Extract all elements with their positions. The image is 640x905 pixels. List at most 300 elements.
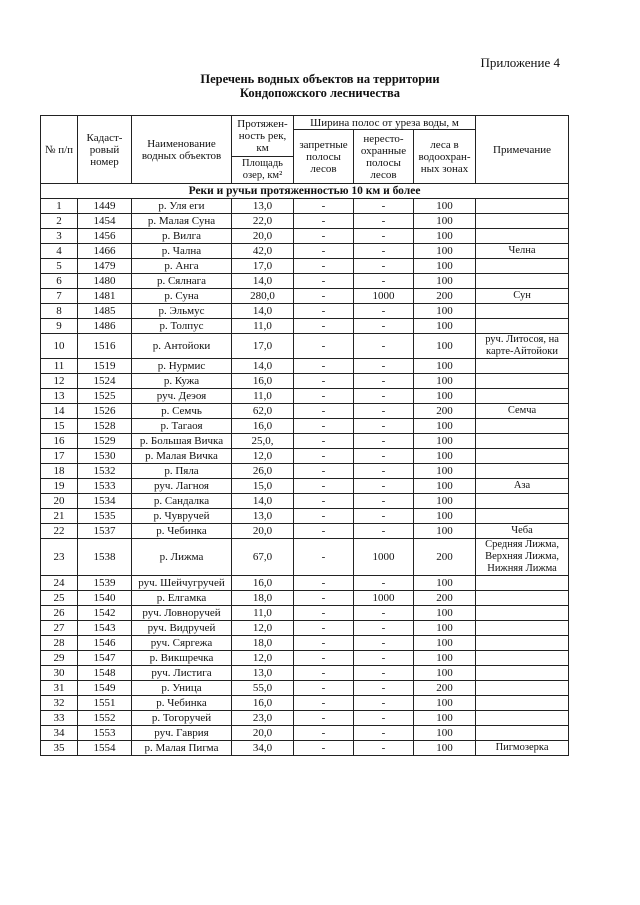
header-num: № п/п (41, 116, 78, 184)
cell-num: 2 (41, 214, 78, 229)
cell-spawning: - (354, 434, 414, 449)
table-row (41, 696, 569, 711)
header-length: Протяжен-ность рек, км (232, 116, 294, 157)
cell-note (476, 666, 569, 681)
header-water-zone: леса в водоохран-ных зонах (414, 130, 476, 184)
cell-spawning: - (354, 319, 414, 334)
cell-note (476, 319, 569, 334)
cell-note (476, 591, 569, 606)
cell-name: р. Викшречка (132, 651, 232, 666)
cell-note (476, 636, 569, 651)
cell-forbidden: - (294, 524, 354, 539)
cell-cadastral: 1543 (78, 621, 132, 636)
cell-forbidden: - (294, 274, 354, 289)
cell-num: 19 (41, 479, 78, 494)
cell-cadastral: 1530 (78, 449, 132, 464)
cell-spawning: - (354, 304, 414, 319)
cell-length: 25,0, (232, 434, 294, 449)
cell-forbidden: - (294, 374, 354, 389)
cell-cadastral: 1551 (78, 696, 132, 711)
table-row (41, 524, 569, 539)
cell-name: р. Нурмис (132, 359, 232, 374)
cell-forbidden: - (294, 576, 354, 591)
cell-spawning: - (354, 244, 414, 259)
cell-num: 1 (41, 199, 78, 214)
table-row (41, 606, 569, 621)
cell-water-zone: 100 (414, 479, 476, 494)
cell-spawning: - (354, 494, 414, 509)
cell-water-zone: 100 (414, 741, 476, 756)
cell-num: 15 (41, 419, 78, 434)
cell-length: 16,0 (232, 696, 294, 711)
cell-length: 26,0 (232, 464, 294, 479)
cell-water-zone: 100 (414, 434, 476, 449)
cell-spawning: - (354, 214, 414, 229)
cell-forbidden: - (294, 434, 354, 449)
cell-length: 15,0 (232, 479, 294, 494)
document-title (0, 72, 640, 100)
cell-name: р. Чувручей (132, 509, 232, 524)
cell-name: р. Эльмус (132, 304, 232, 319)
cell-forbidden: - (294, 389, 354, 404)
cell-cadastral: 1538 (78, 539, 132, 576)
cell-cadastral: 1547 (78, 651, 132, 666)
table-row (41, 359, 569, 374)
cell-note (476, 259, 569, 274)
cell-length: 12,0 (232, 449, 294, 464)
cell-num: 32 (41, 696, 78, 711)
table-row (41, 576, 569, 591)
cell-water-zone: 100 (414, 576, 476, 591)
cell-cadastral: 1519 (78, 359, 132, 374)
cell-spawning: - (354, 666, 414, 681)
cell-water-zone: 100 (414, 464, 476, 479)
cell-spawning: - (354, 576, 414, 591)
cell-water-zone: 200 (414, 539, 476, 576)
cell-length: 11,0 (232, 389, 294, 404)
cell-length: 20,0 (232, 726, 294, 741)
cell-name: р. Большая Вичка (132, 434, 232, 449)
title-line-2: Кондопожского лесничества (239, 86, 401, 100)
cell-name: руч. Видручей (132, 621, 232, 636)
cell-water-zone: 100 (414, 621, 476, 636)
cell-forbidden: - (294, 304, 354, 319)
cell-name: р. Пяла (132, 464, 232, 479)
cell-water-zone: 100 (414, 389, 476, 404)
cell-num: 14 (41, 404, 78, 419)
cell-water-zone: 100 (414, 199, 476, 214)
cell-num: 7 (41, 289, 78, 304)
cell-note (476, 606, 569, 621)
cell-note (476, 434, 569, 449)
cell-spawning: 1000 (354, 289, 414, 304)
cell-length: 14,0 (232, 359, 294, 374)
cell-water-zone: 100 (414, 319, 476, 334)
cell-spawning: - (354, 509, 414, 524)
cell-cadastral: 1454 (78, 214, 132, 229)
cell-note: руч. Литосоя, на карте-Айтойоки (476, 334, 569, 359)
appendix-label: Приложение 4 (480, 55, 560, 70)
cell-length: 17,0 (232, 259, 294, 274)
cell-name: р. Сялнага (132, 274, 232, 289)
table-row (41, 374, 569, 389)
cell-spawning: - (354, 606, 414, 621)
cell-length: 280,0 (232, 289, 294, 304)
cell-forbidden: - (294, 681, 354, 696)
cell-cadastral: 1516 (78, 334, 132, 359)
table-row (41, 304, 569, 319)
table-row (41, 636, 569, 651)
cell-length: 55,0 (232, 681, 294, 696)
cell-num: 12 (41, 374, 78, 389)
cell-name: руч. Деэоя (132, 389, 232, 404)
cell-length: 16,0 (232, 576, 294, 591)
cell-cadastral: 1546 (78, 636, 132, 651)
cell-num: 34 (41, 726, 78, 741)
cell-note (476, 681, 569, 696)
cell-note (476, 449, 569, 464)
cell-water-zone: 100 (414, 374, 476, 389)
table-row (41, 621, 569, 636)
cell-length: 13,0 (232, 509, 294, 524)
cell-note (476, 711, 569, 726)
cell-length: 16,0 (232, 419, 294, 434)
cell-num: 22 (41, 524, 78, 539)
cell-spawning: - (354, 334, 414, 359)
cell-water-zone: 100 (414, 666, 476, 681)
cell-spawning: - (354, 404, 414, 419)
cell-water-zone: 200 (414, 289, 476, 304)
table-row (41, 726, 569, 741)
cell-spawning: - (354, 726, 414, 741)
cell-name: р. Уница (132, 681, 232, 696)
cell-forbidden: - (294, 621, 354, 636)
cell-water-zone: 100 (414, 636, 476, 651)
cell-length: 62,0 (232, 404, 294, 419)
cell-name: р. Уля еги (132, 199, 232, 214)
cell-num: 23 (41, 539, 78, 576)
header-cadastral: Кадаст-ровый номер (78, 116, 132, 184)
cell-length: 12,0 (232, 651, 294, 666)
cell-water-zone: 100 (414, 509, 476, 524)
cell-length: 22,0 (232, 214, 294, 229)
cell-length: 34,0 (232, 741, 294, 756)
cell-note (476, 359, 569, 374)
cell-forbidden: - (294, 289, 354, 304)
cell-water-zone: 100 (414, 304, 476, 319)
cell-note (476, 464, 569, 479)
cell-cadastral: 1535 (78, 509, 132, 524)
table-row (41, 244, 569, 259)
cell-spawning: - (354, 374, 414, 389)
cell-num: 33 (41, 711, 78, 726)
cell-name: р. Семчь (132, 404, 232, 419)
cell-num: 4 (41, 244, 78, 259)
cell-spawning: - (354, 681, 414, 696)
cell-spawning: - (354, 229, 414, 244)
table-row (41, 319, 569, 334)
cell-length: 13,0 (232, 199, 294, 214)
cell-note (476, 621, 569, 636)
cell-forbidden: - (294, 479, 354, 494)
cell-name: р. Толпус (132, 319, 232, 334)
table-row (41, 464, 569, 479)
cell-water-zone: 100 (414, 229, 476, 244)
cell-forbidden: - (294, 404, 354, 419)
cell-name: р. Елгамка (132, 591, 232, 606)
table-row (41, 404, 569, 419)
cell-water-zone: 100 (414, 359, 476, 374)
cell-num: 21 (41, 509, 78, 524)
cell-num: 9 (41, 319, 78, 334)
cell-cadastral: 1449 (78, 199, 132, 214)
cell-cadastral: 1532 (78, 464, 132, 479)
table-row (41, 419, 569, 434)
cell-cadastral: 1548 (78, 666, 132, 681)
cell-cadastral: 1466 (78, 244, 132, 259)
cell-spawning: - (354, 741, 414, 756)
cell-cadastral: 1524 (78, 374, 132, 389)
cell-spawning: - (354, 449, 414, 464)
cell-name: р. Кужа (132, 374, 232, 389)
cell-water-zone: 200 (414, 404, 476, 419)
cell-cadastral: 1534 (78, 494, 132, 509)
cell-forbidden: - (294, 726, 354, 741)
cell-forbidden: - (294, 359, 354, 374)
cell-num: 27 (41, 621, 78, 636)
cell-forbidden: - (294, 711, 354, 726)
cell-water-zone: 100 (414, 726, 476, 741)
cell-length: 14,0 (232, 274, 294, 289)
cell-cadastral: 1539 (78, 576, 132, 591)
cell-num: 5 (41, 259, 78, 274)
cell-name: р. Чална (132, 244, 232, 259)
cell-spawning: - (354, 479, 414, 494)
cell-cadastral: 1529 (78, 434, 132, 449)
cell-forbidden: - (294, 591, 354, 606)
cell-note (476, 374, 569, 389)
cell-water-zone: 100 (414, 259, 476, 274)
cell-cadastral: 1479 (78, 259, 132, 274)
cell-forbidden: - (294, 666, 354, 681)
cell-water-zone: 100 (414, 711, 476, 726)
cell-water-zone: 100 (414, 494, 476, 509)
cell-name: р. Антойоки (132, 334, 232, 359)
cell-water-zone: 200 (414, 681, 476, 696)
cell-forbidden: - (294, 419, 354, 434)
cell-name: р. Чебинка (132, 696, 232, 711)
cell-spawning: - (354, 636, 414, 651)
cell-forbidden: - (294, 449, 354, 464)
cell-length: 11,0 (232, 606, 294, 621)
cell-num: 18 (41, 464, 78, 479)
cell-length: 11,0 (232, 319, 294, 334)
cell-forbidden: - (294, 509, 354, 524)
cell-name: р. Анга (132, 259, 232, 274)
cell-water-zone: 100 (414, 449, 476, 464)
cell-spawning: 1000 (354, 591, 414, 606)
cell-num: 8 (41, 304, 78, 319)
cell-note (476, 304, 569, 319)
cell-note (476, 274, 569, 289)
cell-length: 13,0 (232, 666, 294, 681)
table-row (41, 274, 569, 289)
title-line-1: Перечень водных объектов на территории (200, 72, 440, 86)
table-row (41, 259, 569, 274)
table-row (41, 334, 569, 359)
cell-cadastral: 1528 (78, 419, 132, 434)
cell-spawning: - (354, 389, 414, 404)
cell-name: руч. Сяргежа (132, 636, 232, 651)
cell-length: 18,0 (232, 636, 294, 651)
cell-forbidden: - (294, 741, 354, 756)
cell-name: р. Сандалка (132, 494, 232, 509)
cell-cadastral: 1553 (78, 726, 132, 741)
water-objects-table (40, 115, 569, 756)
table-row (41, 199, 569, 214)
cell-spawning: 1000 (354, 539, 414, 576)
table-row (41, 214, 569, 229)
table-row (41, 666, 569, 681)
cell-note (476, 726, 569, 741)
table-row (41, 229, 569, 244)
cell-length: 20,0 (232, 524, 294, 539)
cell-spawning: - (354, 621, 414, 636)
cell-spawning: - (354, 711, 414, 726)
cell-water-zone: 100 (414, 334, 476, 359)
header-note: Примечание (476, 116, 569, 184)
cell-name: руч. Шейчугручей (132, 576, 232, 591)
cell-length: 20,0 (232, 229, 294, 244)
cell-num: 13 (41, 389, 78, 404)
cell-name: руч. Лагноя (132, 479, 232, 494)
table-row (41, 591, 569, 606)
cell-cadastral: 1533 (78, 479, 132, 494)
cell-length: 67,0 (232, 539, 294, 576)
cell-length: 12,0 (232, 621, 294, 636)
cell-note (476, 696, 569, 711)
table-row (41, 741, 569, 756)
cell-name: р. Суна (132, 289, 232, 304)
cell-num: 10 (41, 334, 78, 359)
cell-water-zone: 100 (414, 274, 476, 289)
cell-name: р. Малая Пигма (132, 741, 232, 756)
cell-water-zone: 200 (414, 591, 476, 606)
table-row (41, 479, 569, 494)
cell-name: р. Малая Суна (132, 214, 232, 229)
cell-forbidden: - (294, 229, 354, 244)
cell-cadastral: 1486 (78, 319, 132, 334)
cell-name: руч. Ловноручей (132, 606, 232, 621)
cell-num: 16 (41, 434, 78, 449)
section-title: Реки и ручьи протяженностью 10 км и более (41, 184, 569, 199)
cell-forbidden: - (294, 651, 354, 666)
table-row (41, 434, 569, 449)
cell-note (476, 214, 569, 229)
cell-num: 24 (41, 576, 78, 591)
cell-cadastral: 1554 (78, 741, 132, 756)
cell-spawning: - (354, 274, 414, 289)
cell-cadastral: 1456 (78, 229, 132, 244)
cell-name: р. Лижма (132, 539, 232, 576)
header-forbidden: запретные полосы лесов (294, 130, 354, 184)
cell-spawning: - (354, 696, 414, 711)
cell-note: Чеба (476, 524, 569, 539)
cell-forbidden: - (294, 319, 354, 334)
cell-water-zone: 100 (414, 696, 476, 711)
cell-note (476, 419, 569, 434)
cell-forbidden: - (294, 214, 354, 229)
cell-note (476, 651, 569, 666)
header-width-group: Ширина полос от уреза воды, м (294, 116, 476, 130)
cell-water-zone: 100 (414, 606, 476, 621)
cell-note (476, 494, 569, 509)
table-row (41, 509, 569, 524)
section-row (41, 184, 569, 199)
cell-cadastral: 1537 (78, 524, 132, 539)
cell-name: р. Вилга (132, 229, 232, 244)
cell-num: 29 (41, 651, 78, 666)
cell-num: 35 (41, 741, 78, 756)
cell-num: 20 (41, 494, 78, 509)
cell-length: 16,0 (232, 374, 294, 389)
table-row (41, 449, 569, 464)
cell-water-zone: 100 (414, 524, 476, 539)
cell-note (476, 389, 569, 404)
table-row (41, 389, 569, 404)
cell-name: руч. Гаврия (132, 726, 232, 741)
cell-note: Аза (476, 479, 569, 494)
header-name: Наименование водных объектов (132, 116, 232, 184)
cell-length: 14,0 (232, 304, 294, 319)
table-row (41, 681, 569, 696)
cell-num: 28 (41, 636, 78, 651)
cell-name: р. Чебинка (132, 524, 232, 539)
cell-forbidden: - (294, 464, 354, 479)
header-area: Площадь озер, км² (232, 157, 294, 184)
cell-note: Челна (476, 244, 569, 259)
cell-cadastral: 1542 (78, 606, 132, 621)
cell-forbidden: - (294, 636, 354, 651)
header-spawning: нересто-охранные полосы лесов (354, 130, 414, 184)
cell-cadastral: 1526 (78, 404, 132, 419)
cell-num: 30 (41, 666, 78, 681)
table-row (41, 289, 569, 304)
cell-cadastral: 1552 (78, 711, 132, 726)
cell-name: руч. Листига (132, 666, 232, 681)
cell-cadastral: 1485 (78, 304, 132, 319)
cell-note: Сун (476, 289, 569, 304)
cell-num: 25 (41, 591, 78, 606)
cell-num: 26 (41, 606, 78, 621)
cell-note: Семча (476, 404, 569, 419)
cell-name: р. Малая Вичка (132, 449, 232, 464)
cell-length: 42,0 (232, 244, 294, 259)
cell-spawning: - (354, 651, 414, 666)
cell-name: р. Тогоручей (132, 711, 232, 726)
cell-spawning: - (354, 199, 414, 214)
cell-num: 17 (41, 449, 78, 464)
cell-note (476, 199, 569, 214)
cell-water-zone: 100 (414, 651, 476, 666)
cell-length: 17,0 (232, 334, 294, 359)
cell-num: 3 (41, 229, 78, 244)
cell-note (476, 576, 569, 591)
cell-forbidden: - (294, 334, 354, 359)
table-row (41, 539, 569, 576)
cell-forbidden: - (294, 539, 354, 576)
cell-forbidden: - (294, 244, 354, 259)
